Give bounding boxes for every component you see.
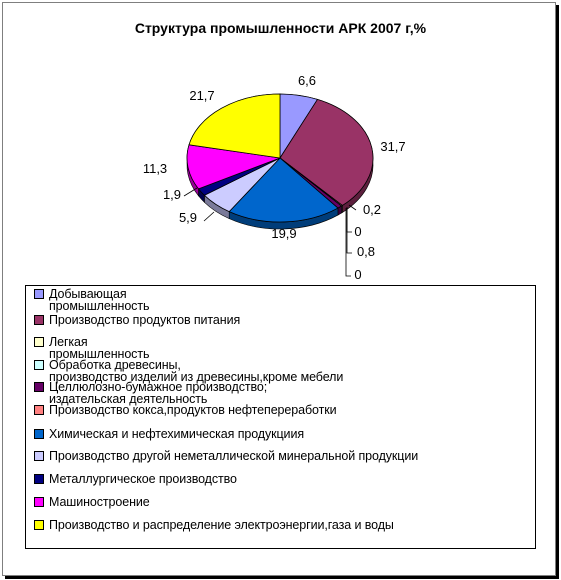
legend-label: Целлюлозно-бумажное производство; издательская деятельность	[49, 380, 268, 406]
data-label-1: 31,7	[380, 139, 406, 154]
legend-swatch	[34, 520, 44, 530]
legend-label: Легкая промышленность	[49, 335, 150, 361]
legend-label: Обработка древесины, производство изделий из древесины,кроме мебели	[49, 358, 344, 384]
leader-line-2	[347, 208, 352, 253]
legend-swatch	[34, 382, 44, 392]
legend-label: Машиностроение	[49, 495, 150, 509]
legend-label: Производство кокса,продуктов нефтепереработки	[49, 403, 337, 417]
legend-swatch	[34, 497, 44, 507]
data-label-2: 0,2	[362, 202, 382, 217]
chart-title: Структура промышленности АРК 2007 г,%	[134, 20, 427, 36]
data-label-3: 0	[354, 224, 362, 239]
legend-label: Добывающая промышленность	[49, 287, 150, 313]
data-label-8: 1,9	[162, 187, 182, 202]
data-label-7: 5,9	[178, 210, 198, 225]
leader-line-5	[184, 188, 197, 196]
legend-swatch	[34, 474, 44, 484]
leader-line-4	[204, 212, 214, 221]
legend-label: Металлургическое производство	[49, 472, 237, 486]
legend-swatch	[34, 289, 44, 299]
legend-swatch	[34, 337, 44, 347]
chart-legend	[25, 285, 536, 549]
data-label-6: 19,9	[271, 226, 297, 241]
data-label-9: 11,3	[142, 161, 168, 176]
legend-swatch	[34, 405, 44, 415]
legend-swatch	[34, 360, 44, 370]
legend-label: Производство и распределение электроэнергии,газа и воды	[49, 518, 394, 532]
legend-label: Производство другой неметаллической минеральной продукции	[49, 449, 419, 463]
data-label-4: 0,8	[356, 244, 376, 259]
legend-swatch	[34, 451, 44, 461]
data-label-5: 0	[354, 267, 362, 282]
data-label-0: 6,6	[297, 73, 317, 88]
legend-swatch	[34, 315, 44, 325]
leader-line-0	[349, 205, 356, 210]
data-label-10: 21,7	[189, 88, 215, 103]
legend-label: Производство продуктов питания	[49, 313, 241, 327]
legend-label: Химическая и нефтехимическая продукциия	[49, 427, 304, 441]
leader-line-1	[347, 207, 352, 232]
legend-swatch	[34, 429, 44, 439]
